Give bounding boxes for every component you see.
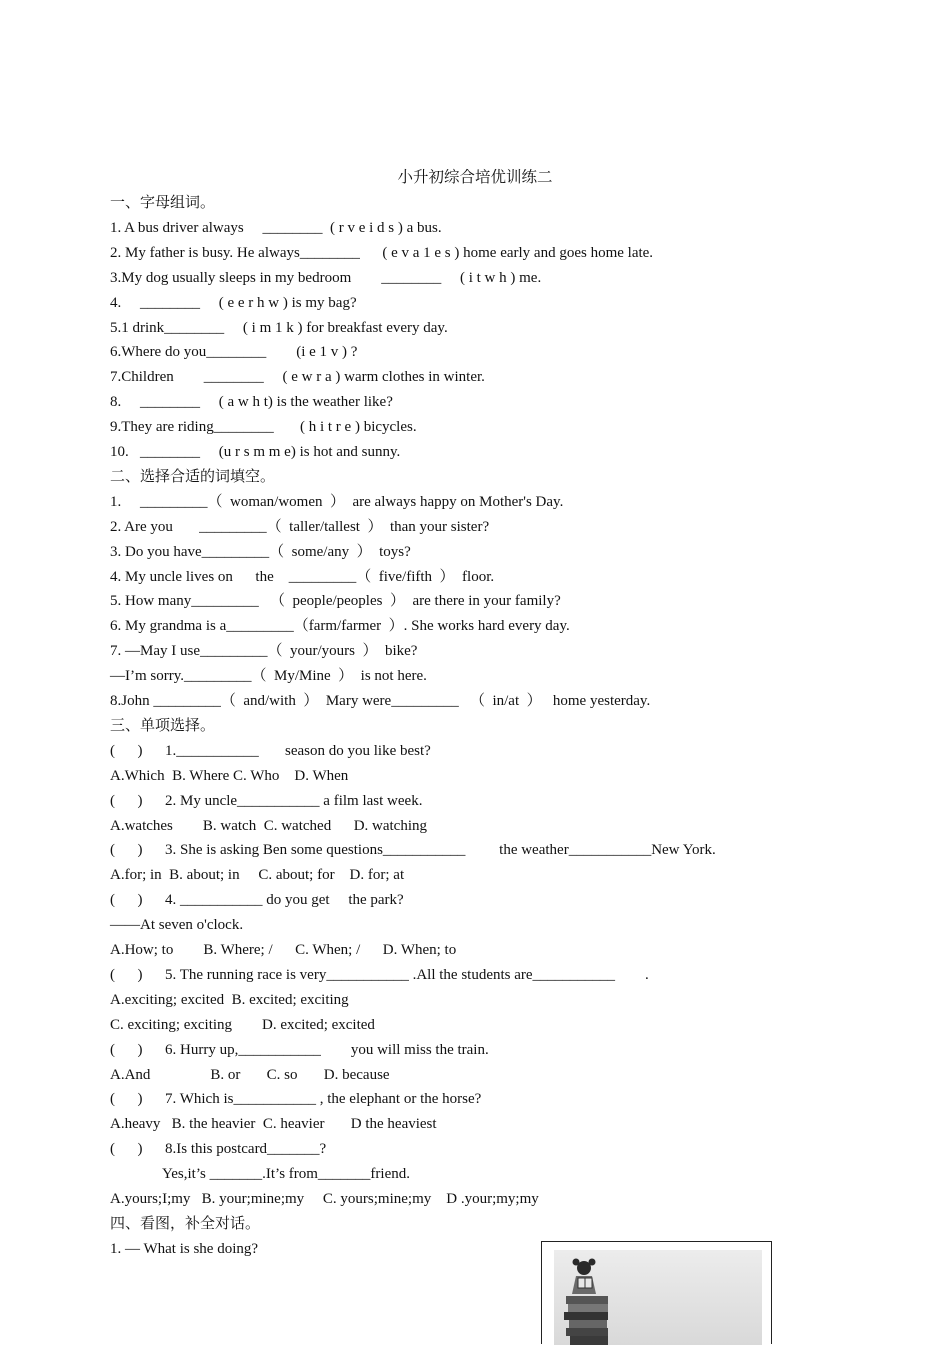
text-line: 9.They are riding________ ( h i t r e ) bicycles. bbox=[110, 419, 417, 436]
text-line: ( ) 4. ___________ do you get the park? bbox=[110, 892, 404, 909]
text-line: 8.John _________（ and/with ） Mary were_________ （ in/at ） home yesterday. bbox=[110, 693, 651, 709]
book-3 bbox=[564, 1312, 608, 1320]
text-line: 四、看图，补全对话。 bbox=[110, 1215, 261, 1232]
text-line: 4. ________ ( e e r h w ) is my bag? bbox=[110, 294, 357, 311]
girl-reading-on-books-icon bbox=[554, 1250, 762, 1345]
text-line: 1. — What is she doing? bbox=[110, 1240, 259, 1257]
text-line: ( ) 3. She is asking Ben some questions___________ the weather___________New York. bbox=[110, 842, 716, 859]
text-line: 8. ________ ( a w h t) is the weather like? bbox=[110, 394, 393, 411]
text-line: ( ) 5. The running race is very___________ .All the students are___________ . bbox=[110, 966, 649, 983]
text-line: A.watches B. watch C. watched D. watching bbox=[110, 817, 428, 834]
text-line: 7. —May I use_________（ your/yours ） bike? bbox=[110, 643, 418, 660]
girl-bun-right bbox=[589, 1259, 596, 1266]
text-line: 7.Children ________ ( e w r a ) warm clothes in winter. bbox=[110, 369, 485, 386]
text-line: C. exciting; exciting D. excited; excited bbox=[110, 1016, 375, 1033]
text-line: A.Which B. Where C. Who D. When bbox=[110, 767, 349, 784]
text-line: 4. My uncle lives on the _________（ five/fifth ） floor. bbox=[110, 568, 495, 585]
illustration-svg bbox=[554, 1250, 762, 1345]
girl-bun-left bbox=[573, 1259, 580, 1266]
text-line: 一、字母组词。 bbox=[110, 195, 216, 211]
text-line: A.for; in B. about; in C. about; for D. for; at bbox=[110, 867, 405, 884]
text-line: ( ) 6. Hurry up,___________ you will miss the train. bbox=[110, 1041, 489, 1058]
text-line: 3. Do you have_________（ some/any ） toys? bbox=[110, 543, 411, 560]
text-line: Yes,it’s _______.It’s from_______friend. bbox=[110, 1166, 410, 1183]
text-line: 5. How many_________ （ people/peoples ） are there in your family? bbox=[110, 593, 561, 610]
text-line: ——At seven o'clock. bbox=[110, 917, 244, 934]
book-2 bbox=[569, 1320, 607, 1328]
text-line: 6. My grandma is a_________（farm/farmer ）. She works hard every day. bbox=[110, 618, 570, 635]
text-line: A.yours;I;my B. your;mine;my C. yours;mine;my D .your;my;my bbox=[110, 1191, 539, 1207]
text-line: ( ) 7. Which is___________ , the elephant or the horse? bbox=[110, 1091, 482, 1108]
text-line: A.How; to B. Where; / C. When; / D. When; to bbox=[110, 942, 457, 958]
book-1 bbox=[566, 1328, 608, 1336]
picture-frame bbox=[541, 1241, 772, 1344]
text-line: 1. A bus driver always ________ ( r v e i d s ) a bus. bbox=[110, 219, 442, 236]
book-4 bbox=[568, 1304, 608, 1312]
book-5 bbox=[566, 1296, 608, 1304]
text-line: ( ) 8.Is this postcard_______? bbox=[110, 1141, 327, 1158]
text-line: 1. _________（ woman/women ） are always happy on Mother's Day. bbox=[110, 493, 564, 510]
text-line: A.And B. or C. so D. because bbox=[110, 1066, 390, 1083]
text-line: 6.Where do you________ (i e 1 v ) ? bbox=[110, 344, 358, 361]
text-line: 5.1 drink________ ( i m 1 k ) for breakfast every day. bbox=[110, 319, 448, 336]
text-line: 2. Are you _________（ taller/tallest ） than your sister? bbox=[110, 518, 490, 535]
text-line: A.heavy B. the heavier C. heavier D the heaviest bbox=[110, 1116, 437, 1133]
text-line: 2. My father is busy. He always________ ( e v a 1 e s ) home early and goes home late. bbox=[110, 244, 654, 261]
text-line: A.exciting; excited B. excited; exciting bbox=[110, 991, 349, 1008]
text-line: 3.My dog usually sleeps in my bedroom ________ ( i t w h ) me. bbox=[110, 269, 542, 286]
text-line: 10. ________ (u r s m m e) is hot and sunny. bbox=[110, 444, 401, 460]
text-line: ( ) 2. My uncle___________ a film last week. bbox=[110, 792, 423, 809]
text-line: 二、选择合适的词填空。 bbox=[110, 468, 276, 485]
text-line: —I’m sorry._________（ My/Mine ） is not here. bbox=[110, 668, 427, 685]
page-title: 小升初综合培优训练二 bbox=[397, 169, 553, 186]
text-line: 三、单项选择。 bbox=[110, 717, 216, 734]
text-line: ( ) 1.___________ season do you like best? bbox=[110, 742, 431, 759]
